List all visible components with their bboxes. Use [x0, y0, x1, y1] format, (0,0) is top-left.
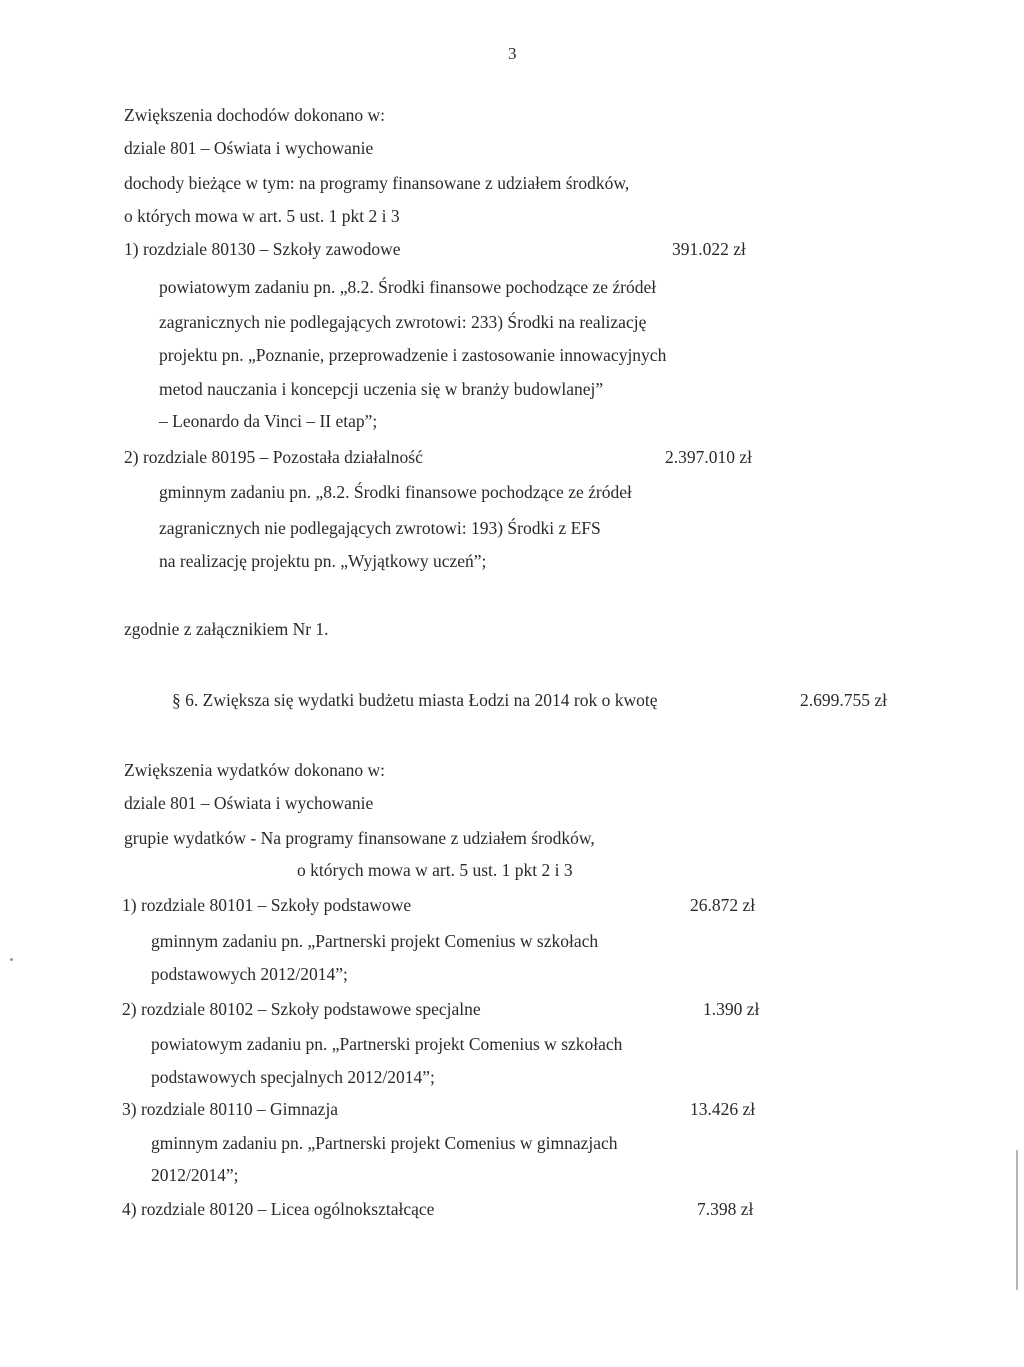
income-item-2-desc-3: na realizację projektu pn. „Wyjątkowy uczeń”;: [159, 551, 487, 571]
expenses-group-line2: o których mowa w art. 5 ust. 1 pkt 2 i 3: [297, 860, 573, 880]
income-item-1-desc-1: powiatowym zadaniu pn. „8.2. Środki finansowe pochodzące ze źródeł: [159, 277, 657, 297]
income-item-1-amount: 391.022 zł: [672, 239, 746, 259]
page-number: 3: [508, 44, 517, 63]
expense-item-2-desc-2: podstawowych specjalnych 2012/2014”;: [151, 1067, 435, 1087]
expenses-group-line1: grupie wydatków - Na programy finansowane z udziałem środków,: [124, 828, 595, 848]
expense-item-2-amount: 1.390 zł: [703, 999, 760, 1019]
income-item-2-label: 2) rozdziale 80195 – Pozostała działalność: [124, 447, 423, 467]
scan-speck: [10, 958, 13, 961]
expense-item-1-amount: 26.872 zł: [690, 895, 756, 915]
income-category-line1: [124, 172, 776, 194]
income-category-text: dochody bieżące w tym: na programy finansowane z udziałem środków,: [124, 173, 630, 193]
expense-item-3-label: 3) rozdziale 80110 – Gimnazja: [122, 1099, 339, 1119]
income-item-1-desc-5: – Leonardo da Vinci – II etap”;: [159, 411, 378, 431]
income-item-1-desc-4: metod nauczania i koncepcji uczenia się w branży budowlanej”: [159, 379, 604, 399]
income-category-line2: o których mowa w art. 5 ust. 1 pkt 2 i 3: [124, 206, 400, 226]
income-item-1-label: 1) rozdziale 80130 – Szkoły zawodowe: [124, 239, 401, 259]
income-division: dziale 801 – Oświata i wychowanie: [124, 138, 374, 158]
expense-item-3-desc-1: gminnym zadaniu pn. „Partnerski projekt Comenius w gimnazjach: [151, 1133, 618, 1153]
expense-item-2-label: 2) rozdziale 80102 – Szkoły podstawowe specjalne: [122, 999, 481, 1019]
expense-item-3-amount: 13.426 zł: [690, 1099, 756, 1119]
expense-item-1-label: 1) rozdziale 80101 – Szkoły podstawowe: [122, 895, 412, 915]
expense-item-1-desc-1: gminnym zadaniu pn. „Partnerski projekt Comenius w szkołach: [151, 931, 599, 951]
expense-item-4-label: 4) rozdziale 80120 – Licea ogólnokształcące: [122, 1199, 435, 1219]
section6-amount: 2.699.755 zł: [800, 690, 888, 710]
expense-item-3-desc-2: 2012/2014”;: [151, 1165, 239, 1185]
expense-item-2-desc-1: powiatowym zadaniu pn. „Partnerski projekt Comenius w szkołach: [151, 1034, 623, 1054]
income-item-2-desc-1: gminnym zadaniu pn. „8.2. Środki finansowe pochodzące ze źródeł: [159, 482, 632, 502]
income-item-1-desc-2: zagranicznych nie podlegających zwrotowi: 233) Środki na realizację: [159, 312, 647, 332]
income-item-2-desc-2: zagranicznych nie podlegających zwrotowi: 193) Środki z EFS: [159, 518, 601, 538]
expenses-division: dziale 801 – Oświata i wychowanie: [124, 793, 374, 813]
scan-edge-line: [1016, 1150, 1018, 1290]
income-item-1-desc-3: projektu pn. „Poznanie, przeprowadzenie i zastosowanie innowacyjnych: [159, 345, 667, 365]
section6-text: § 6. Zwiększa się wydatki budżetu miasta Łodzi na 2014 rok o kwotę: [172, 690, 658, 710]
income-item-2-amount: 2.397.010 zł: [665, 447, 753, 467]
expense-item-4-amount: 7.398 zł: [697, 1199, 754, 1219]
income-closing: zgodnie z załącznikiem Nr 1.: [124, 619, 329, 639]
income-heading: Zwiększenia dochodów dokonano w:: [124, 105, 385, 125]
expenses-heading: Zwiększenia wydatków dokonano w:: [124, 760, 385, 780]
expense-item-1-desc-2: podstawowych 2012/2014”;: [151, 964, 348, 984]
